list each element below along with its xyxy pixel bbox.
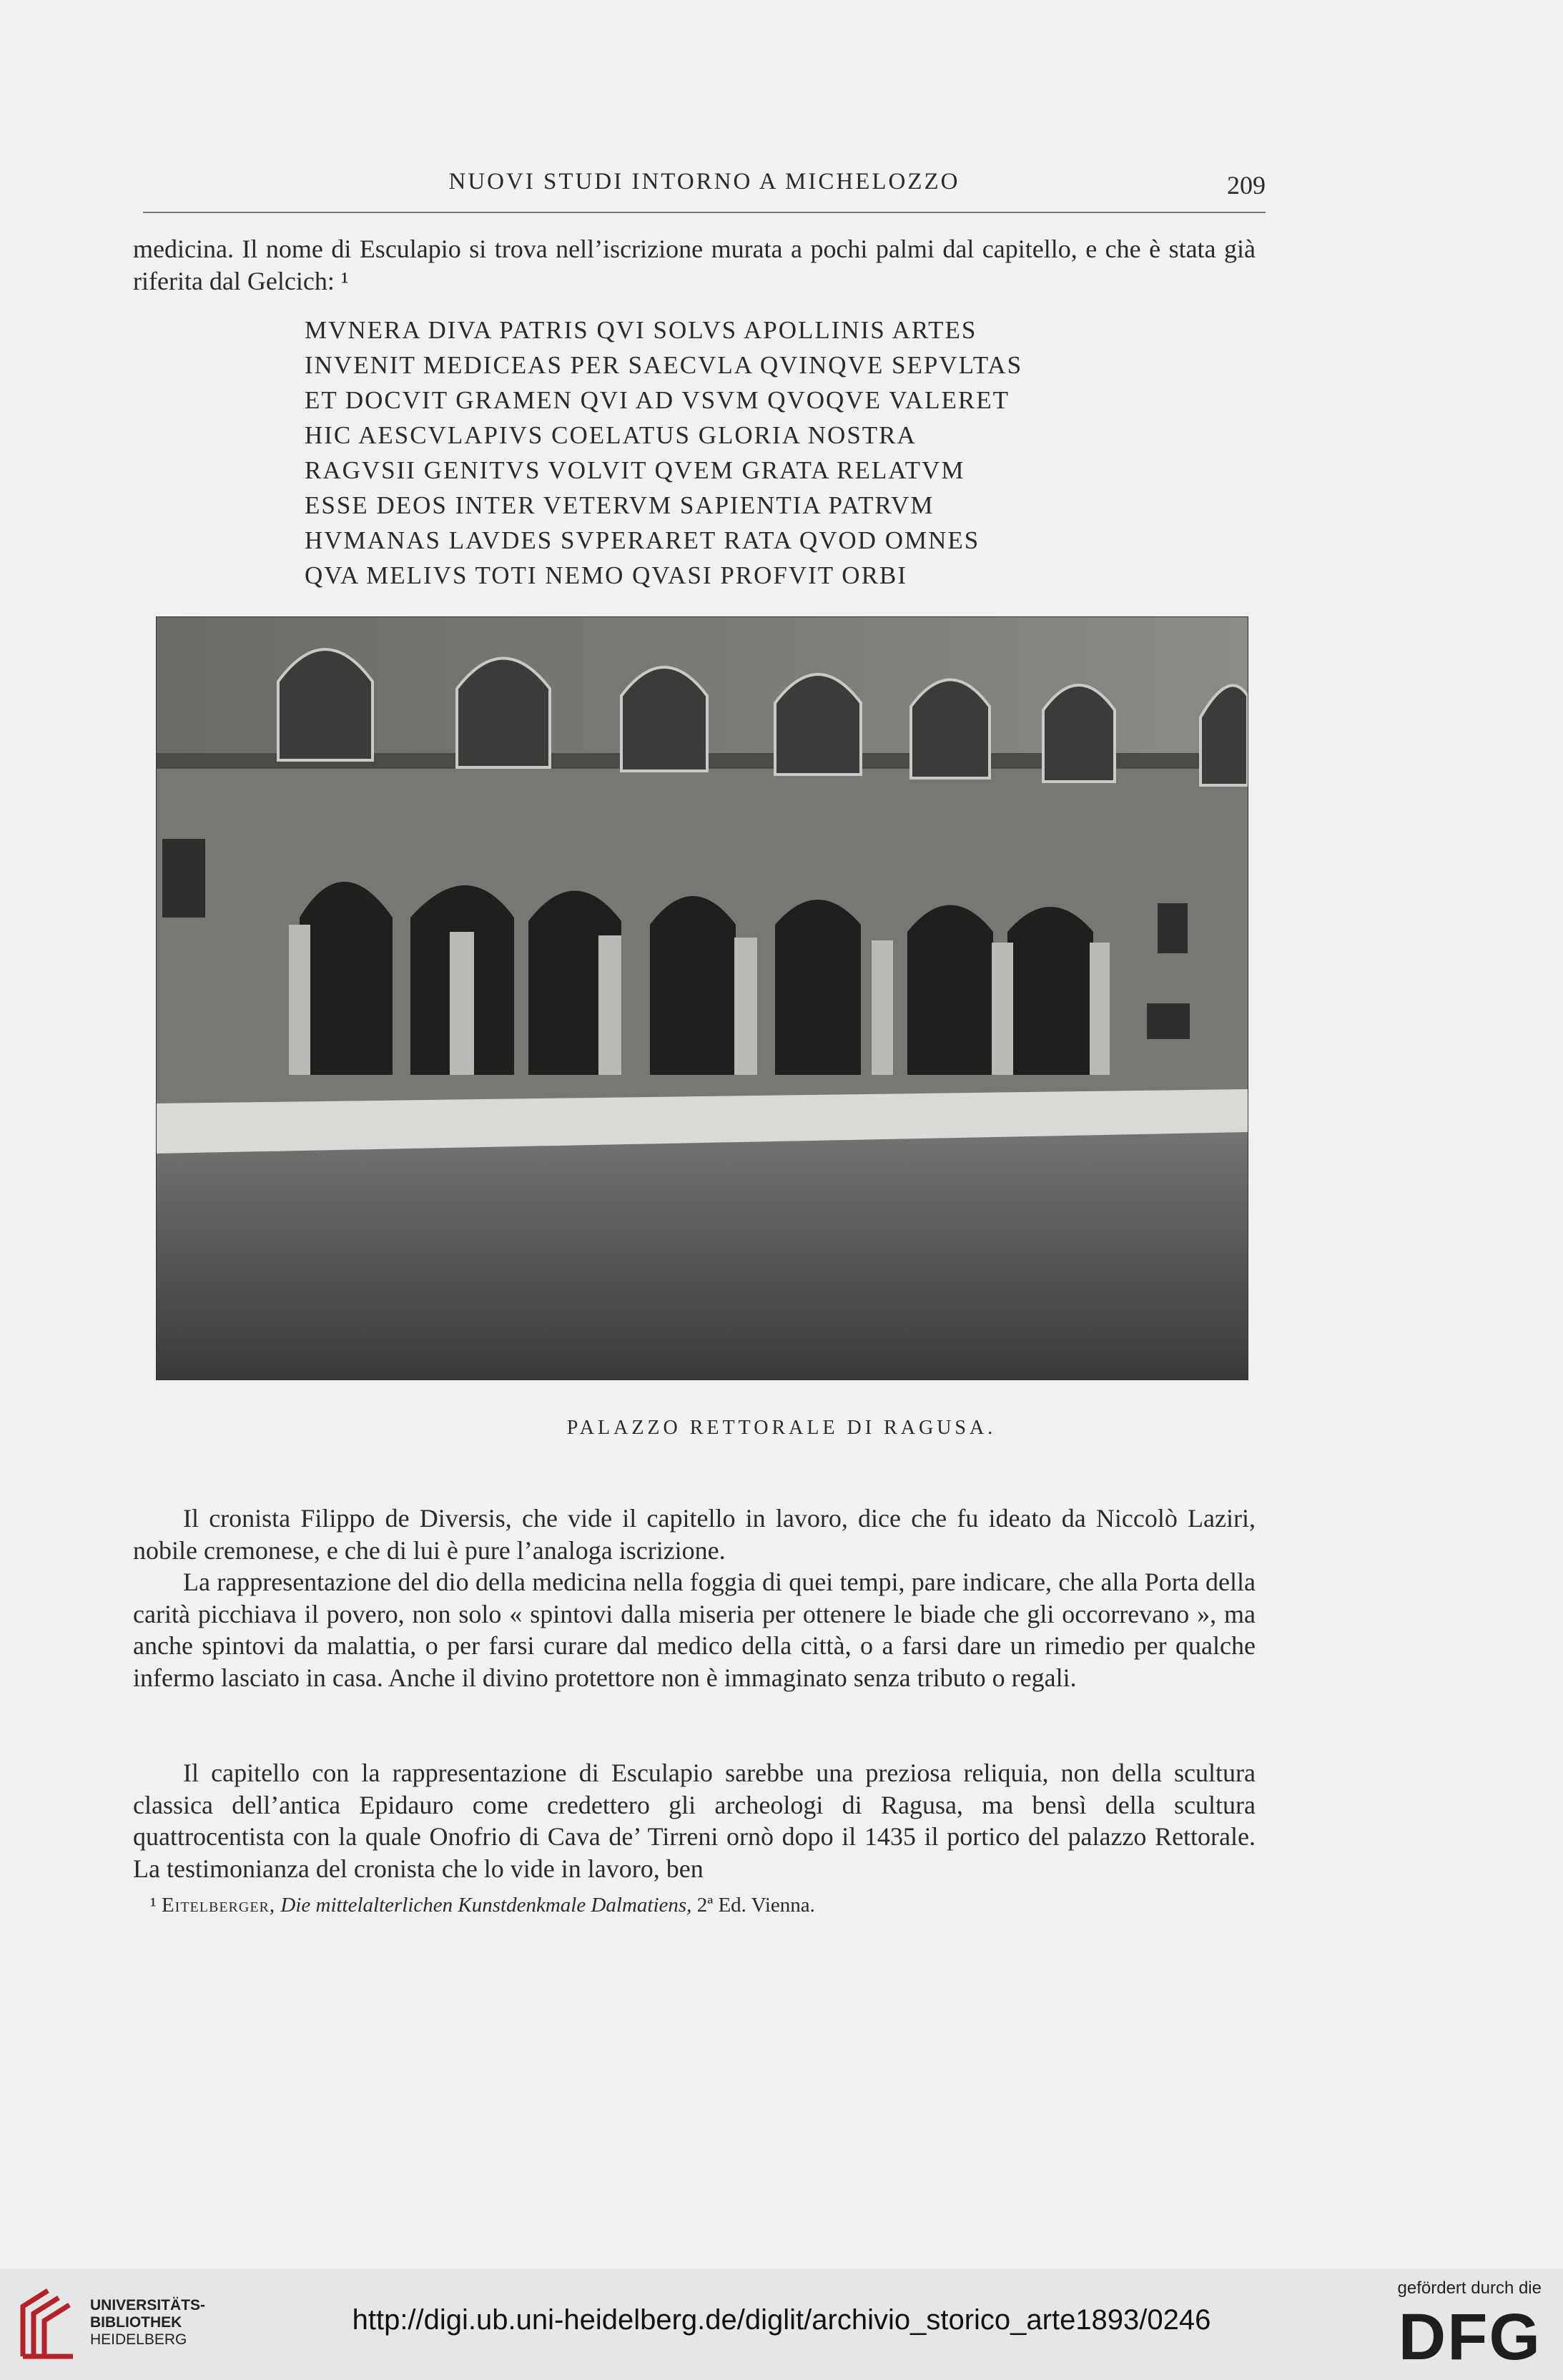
palazzo-photograph bbox=[156, 616, 1248, 1380]
inscription-line: RAGVSII GENITVS VOLVIT QVEM GRATA RELATVM bbox=[305, 456, 965, 484]
digitization-footer bbox=[0, 2268, 1563, 2380]
footnote-title: Die mittelalterlichen Kunstdenkmale Dalmatiens, bbox=[280, 1894, 692, 1917]
dfg-logo: DFG bbox=[1398, 2301, 1542, 2374]
page-number: 209 bbox=[1227, 171, 1266, 200]
figure-caption: PALAZZO RETTORALE DI RAGUSA. bbox=[566, 1417, 997, 1439]
inscription-line: MVNERA DIVA PATRIS QVI SOLVS APOLLINIS ARTES bbox=[305, 316, 977, 344]
inscription-line: ET DOCVIT GRAMEN QVI AD VSVM QVOQVE VALERET bbox=[305, 386, 1010, 414]
library-line: UNIVERSITÄTS- bbox=[90, 2297, 206, 2313]
body-paragraph: La rappresentazione del dio della medicina nella foggia di quei tempi, pare indicare, che alla Porta della carità picchiava il povero, non solo « spintovi dalla miseria per ottenere le biade che gli occorrevano », ma anche spintovi da malattia, o per farsi curare dal medico della città, o a farsi dare un rimedio per qualche infermo lasciato in casa. Anche il divino protettore non è immaginato senza tributo o regali. bbox=[133, 1568, 1256, 1692]
library-line: HEIDELBERG bbox=[90, 2331, 187, 2348]
intro-paragraph: medicina. Il nome di Esculapio si trova nell’iscrizione murata a pochi palmi dal capitello, e che è stata già riferita dal Gelcich: ¹ bbox=[133, 235, 1256, 295]
inscription-line: QVA MELIVS TOTI NEMO QVASI PROFVIT ORBI bbox=[305, 561, 907, 589]
inscription-line: INVENIT MEDICEAS PER SAECVLA QVINQVE SEPVLTAS bbox=[305, 351, 1023, 379]
footnote-marker: ¹ bbox=[150, 1894, 157, 1917]
footnote bbox=[150, 1894, 815, 1917]
inscription-line: ESSE DEOS INTER VETERVM SAPIENTIA PATRVM bbox=[305, 491, 935, 519]
source-url-link[interactable]: http://digi.ub.uni-heidelberg.de/diglit/archivio_storico_arte1893/0246 bbox=[352, 2304, 1211, 2336]
body-paragraph: Il capitello con la rappresentazione di Esculapio sarebbe una preziosa reliquia, non della scultura classica dell’antica Epidauro come credettero gli archeologi di Ragusa, ma bensì della scultura quattrocentista con la quale Onofrio di Cava de’ Tirreni ornò dopo il 1435 il portico del palazzo Rettorale. La testimonianza del cronista che lo vide in lavoro, ben bbox=[133, 1759, 1256, 1883]
page-header bbox=[143, 169, 1266, 213]
footnote-author: Eitelberger, bbox=[161, 1894, 276, 1917]
running-title: NUOVI STUDI INTORNO A MICHELOZZO bbox=[448, 169, 960, 195]
body-paragraph: Il cronista Filippo de Diversis, che vide il capitello in lavoro, dice che fu ideato da Niccolò Laziri, nobile cremonese, e che di lui è pure l’analoga iscrizione. bbox=[133, 1504, 1256, 1565]
inscription-line: HIC AESCVLAPIVS COELATUS GLORIA NOSTRA bbox=[305, 421, 917, 449]
footnote-edition: 2ª Ed. Vienna. bbox=[696, 1894, 815, 1917]
library-line: BIBLIOTHEK bbox=[90, 2314, 182, 2331]
inscription-line: HVMANAS LAVDES SVPERARET RATA QVOD OMNES bbox=[305, 526, 980, 554]
funded-by-label: gefördert durch die bbox=[1397, 2278, 1542, 2298]
inscription-block bbox=[305, 313, 1022, 593]
